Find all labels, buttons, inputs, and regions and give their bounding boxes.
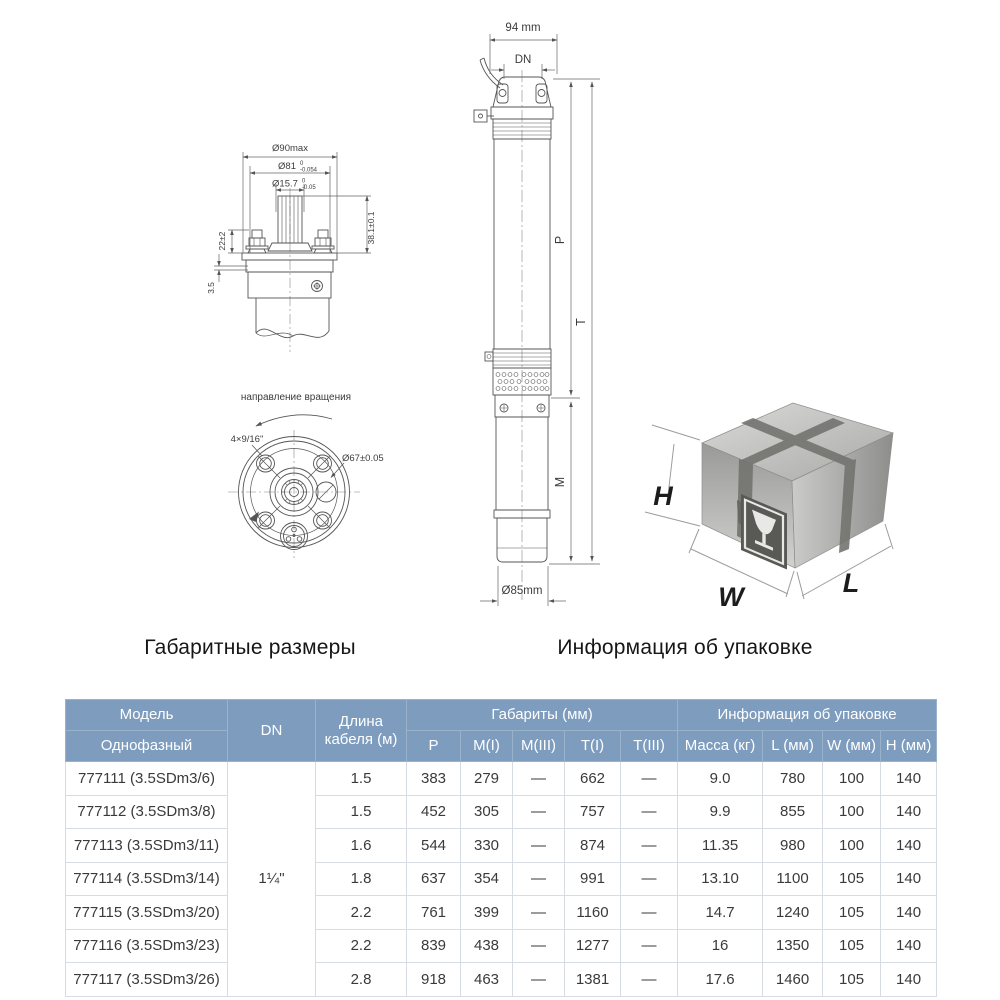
t3-cell: — (621, 963, 678, 997)
spec-table (65, 699, 937, 997)
cable-cell: 1.8 (316, 862, 407, 896)
p-cell: 637 (407, 862, 461, 896)
model-cell: 777111 (3.5SDm3/6) (66, 762, 228, 796)
h-cell: 140 (881, 862, 937, 896)
header-m3: M(III) (513, 731, 565, 762)
header-single-phase: Однофазный (66, 731, 228, 762)
h-cell: 140 (881, 829, 937, 863)
package-box-illustration (630, 378, 960, 628)
rotation-direction-label: направление вращения (240, 392, 352, 403)
w-cell: 100 (823, 795, 881, 829)
m1-cell: 463 (461, 963, 513, 997)
box-l-label: L (842, 568, 860, 598)
cable-cell: 2.2 (316, 896, 407, 930)
header-dimensions-group: Габариты (мм) (407, 700, 678, 731)
t1-cell: 757 (565, 795, 621, 829)
header-package-group: Информация об упаковке (678, 700, 937, 731)
table-row (66, 762, 937, 796)
mass-cell: 9.9 (678, 795, 763, 829)
mass-cell: 14.7 (678, 896, 763, 930)
t3-cell: — (621, 862, 678, 896)
cable-cell: 1.5 (316, 795, 407, 829)
t1-cell: 1160 (565, 896, 621, 930)
mass-cell: 17.6 (678, 963, 763, 997)
m1-cell: 438 (461, 929, 513, 963)
spec-table-container (65, 699, 936, 997)
mass-cell: 16 (678, 929, 763, 963)
t1-cell: 991 (565, 862, 621, 896)
h-cell: 140 (881, 929, 937, 963)
m1-cell: 354 (461, 862, 513, 896)
p-cell: 452 (407, 795, 461, 829)
l-cell: 1100 (763, 862, 823, 896)
m3-cell: — (513, 963, 565, 997)
motor-and-flange-drawing (195, 125, 410, 600)
motor-dia157-tol-sub: -0.05 (302, 185, 316, 191)
header-p: P (407, 731, 461, 762)
model-cell: 777113 (3.5SDm3/11) (66, 829, 228, 863)
motor-dia157-label: Ø15.7 (272, 178, 298, 190)
pump-dn-label: DN (514, 54, 532, 66)
dn-value-cell: 1¼" (228, 762, 316, 997)
table-row (66, 929, 937, 963)
cable-cell: 1.5 (316, 762, 407, 796)
package-section-title: Информация об упаковке (557, 636, 813, 659)
p-cell: 383 (407, 762, 461, 796)
p-cell: 761 (407, 896, 461, 930)
header-h: H (мм) (881, 731, 937, 762)
mass-cell: 13.10 (678, 862, 763, 896)
w-cell: 105 (823, 963, 881, 997)
header-w: W (мм) (823, 731, 881, 762)
p-cell: 918 (407, 963, 461, 997)
box-h-label: H (653, 481, 673, 511)
header-dn: DN (228, 700, 316, 762)
motor-dia81-tol-sub: -0.054 (300, 167, 318, 174)
m1-cell: 279 (461, 762, 513, 796)
motor-stud-height-label: 22±2 (217, 231, 227, 251)
l-cell: 855 (763, 795, 823, 829)
pump-bottom-dia-label: Ø85mm (501, 585, 543, 597)
box-w-label: W (718, 582, 744, 612)
header-m1: M(I) (461, 731, 513, 762)
m1-cell: 305 (461, 795, 513, 829)
h-cell: 140 (881, 762, 937, 796)
mass-cell: 9.0 (678, 762, 763, 796)
header-t1: T(I) (565, 731, 621, 762)
cable-cell: 1.6 (316, 829, 407, 863)
cable-cell: 2.2 (316, 929, 407, 963)
l-cell: 780 (763, 762, 823, 796)
w-cell: 105 (823, 862, 881, 896)
header-t3: T(III) (621, 731, 678, 762)
l-cell: 1460 (763, 963, 823, 997)
pump-drawing (450, 10, 615, 610)
dimensions-section-title: Габаритные размеры (144, 636, 356, 659)
m3-cell: — (513, 896, 565, 930)
header-mass: Масса (кг) (678, 731, 763, 762)
table-row (66, 862, 937, 896)
table-row (66, 795, 937, 829)
pump-p-dim-label: P (553, 235, 567, 245)
table-row (66, 896, 937, 930)
m3-cell: — (513, 929, 565, 963)
table-header-row-2 (66, 731, 937, 762)
t3-cell: — (621, 896, 678, 930)
header-l: L (мм) (763, 731, 823, 762)
w-cell: 100 (823, 762, 881, 796)
pump-t-dim-label: T (574, 318, 588, 326)
mass-cell: 11.35 (678, 829, 763, 863)
m3-cell: — (513, 829, 565, 863)
t3-cell: — (621, 762, 678, 796)
h-cell: 140 (881, 896, 937, 930)
m1-cell: 399 (461, 896, 513, 930)
strainer-holes (496, 373, 549, 391)
motor-dia157-tol-sup: 0 (302, 178, 306, 185)
pump-m-dim-label: M (553, 476, 567, 488)
motor-dia81-label: Ø81 (278, 161, 296, 172)
t1-cell: 1277 (565, 929, 621, 963)
m1-cell: 330 (461, 829, 513, 863)
header-model: Модель (66, 700, 228, 731)
t1-cell: 662 (565, 762, 621, 796)
cable-cell: 2.8 (316, 963, 407, 997)
model-cell: 777114 (3.5SDm3/14) (66, 862, 228, 896)
motor-dia-max-label: Ø90max (272, 143, 308, 154)
l-cell: 1350 (763, 929, 823, 963)
t3-cell: — (621, 795, 678, 829)
model-cell: 777115 (3.5SDm3/20) (66, 896, 228, 930)
header-cable-length: Длина кабеля (м) (316, 700, 407, 762)
t1-cell: 874 (565, 829, 621, 863)
pump-outline (474, 58, 553, 600)
flange-holes-label: 4×9/16" (230, 434, 264, 445)
w-cell: 105 (823, 896, 881, 930)
model-cell: 777116 (3.5SDm3/23) (66, 929, 228, 963)
motor-shaft-height-label: 38.1±0.1 (366, 211, 376, 245)
flange-bolt-circle-label: Ø67±0.05 (342, 453, 384, 464)
model-cell: 777112 (3.5SDm3/8) (66, 795, 228, 829)
model-cell: 777117 (3.5SDm3/26) (66, 963, 228, 997)
w-cell: 105 (823, 929, 881, 963)
table-header-row-1 (66, 700, 937, 731)
m3-cell: — (513, 762, 565, 796)
h-cell: 140 (881, 963, 937, 997)
p-cell: 839 (407, 929, 461, 963)
motor-plate-thickness-label: 3.5 (206, 282, 216, 294)
t1-cell: 1381 (565, 963, 621, 997)
t3-cell: — (621, 829, 678, 863)
l-cell: 980 (763, 829, 823, 863)
m3-cell: — (513, 795, 565, 829)
w-cell: 100 (823, 829, 881, 863)
p-cell: 544 (407, 829, 461, 863)
motor-section-outline (242, 188, 337, 352)
box-faces (702, 403, 893, 568)
t3-cell: — (621, 929, 678, 963)
h-cell: 140 (881, 795, 937, 829)
pump-top-width-label: 94 mm (505, 22, 541, 34)
l-cell: 1240 (763, 896, 823, 930)
m3-cell: — (513, 862, 565, 896)
motor-dia81-tol-sup: 0 (300, 161, 304, 167)
table-row (66, 963, 937, 997)
table-row (66, 829, 937, 863)
